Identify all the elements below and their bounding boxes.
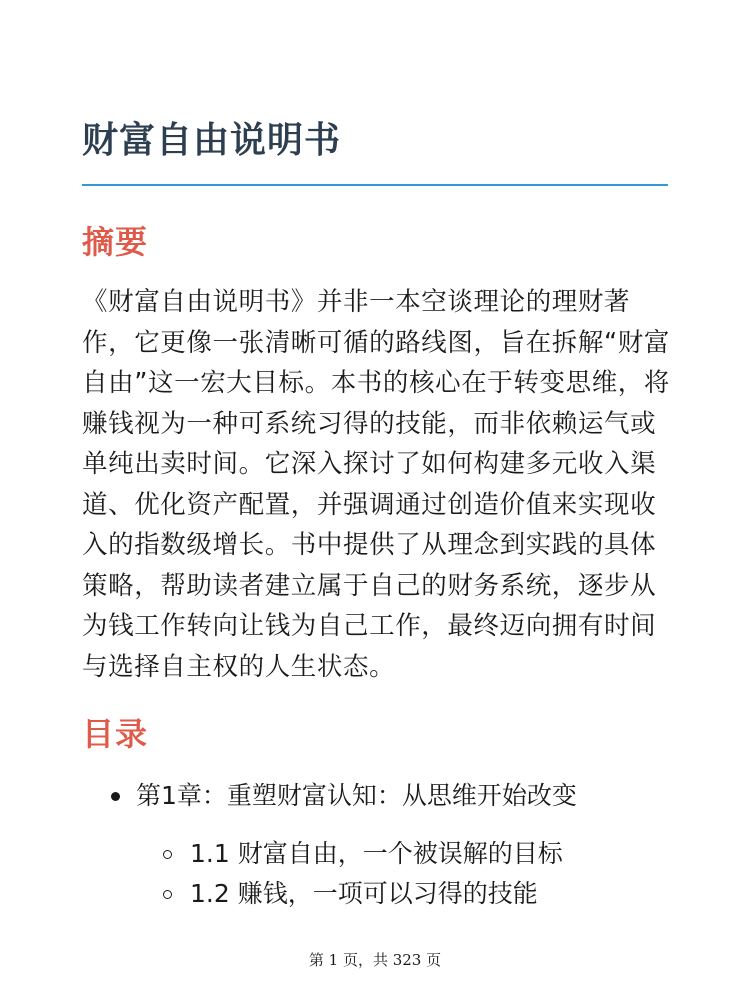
toc-section-label: 1.2 赚钱，一项可以习得的技能 bbox=[190, 879, 538, 908]
toc-heading: 目录 bbox=[82, 715, 149, 753]
toc-chapter-label: 第1章：重塑财富认知：从思维开始改变 bbox=[136, 781, 577, 810]
document-title: 财富自由说明书 bbox=[82, 120, 342, 161]
abstract-paragraph: 《财富自由说明书》并非一本空谈理论的理财著作，它更像一张清晰可循的路线图，旨在拆解“财富自由”这一宏大目标。本书的核心在于转变思维，将赚钱视为一种可系统习得的技能，而非依赖运气或单纯出卖时间。它深入探讨了如何构建多元收入渠道、优化资产配置，并强调通过创造价值来实现收入的指数级增长。书中提供了从理念到实践的具体策略，帮助读者建立属于自己的财务系统，逐步从为钱工作转向让钱为自己工作，最终迈向拥有时间与选择自主权的人生状态。 bbox=[82, 287, 671, 682]
toc-section-1-1[interactable] bbox=[190, 836, 563, 872]
toc-section-label: 1.1 财富自由，一个被误解的目标 bbox=[190, 839, 563, 868]
toc-chapter-1[interactable] bbox=[136, 778, 577, 814]
filled-bullet-icon bbox=[111, 792, 120, 801]
toc-section-1-2[interactable] bbox=[190, 876, 538, 912]
abstract-heading: 摘要 bbox=[82, 223, 149, 261]
title-divider bbox=[82, 184, 668, 186]
page-footer: 第 1 页，共 323 页 bbox=[308, 951, 442, 969]
hollow-bullet-icon bbox=[163, 890, 172, 899]
hollow-bullet-icon bbox=[163, 850, 172, 859]
